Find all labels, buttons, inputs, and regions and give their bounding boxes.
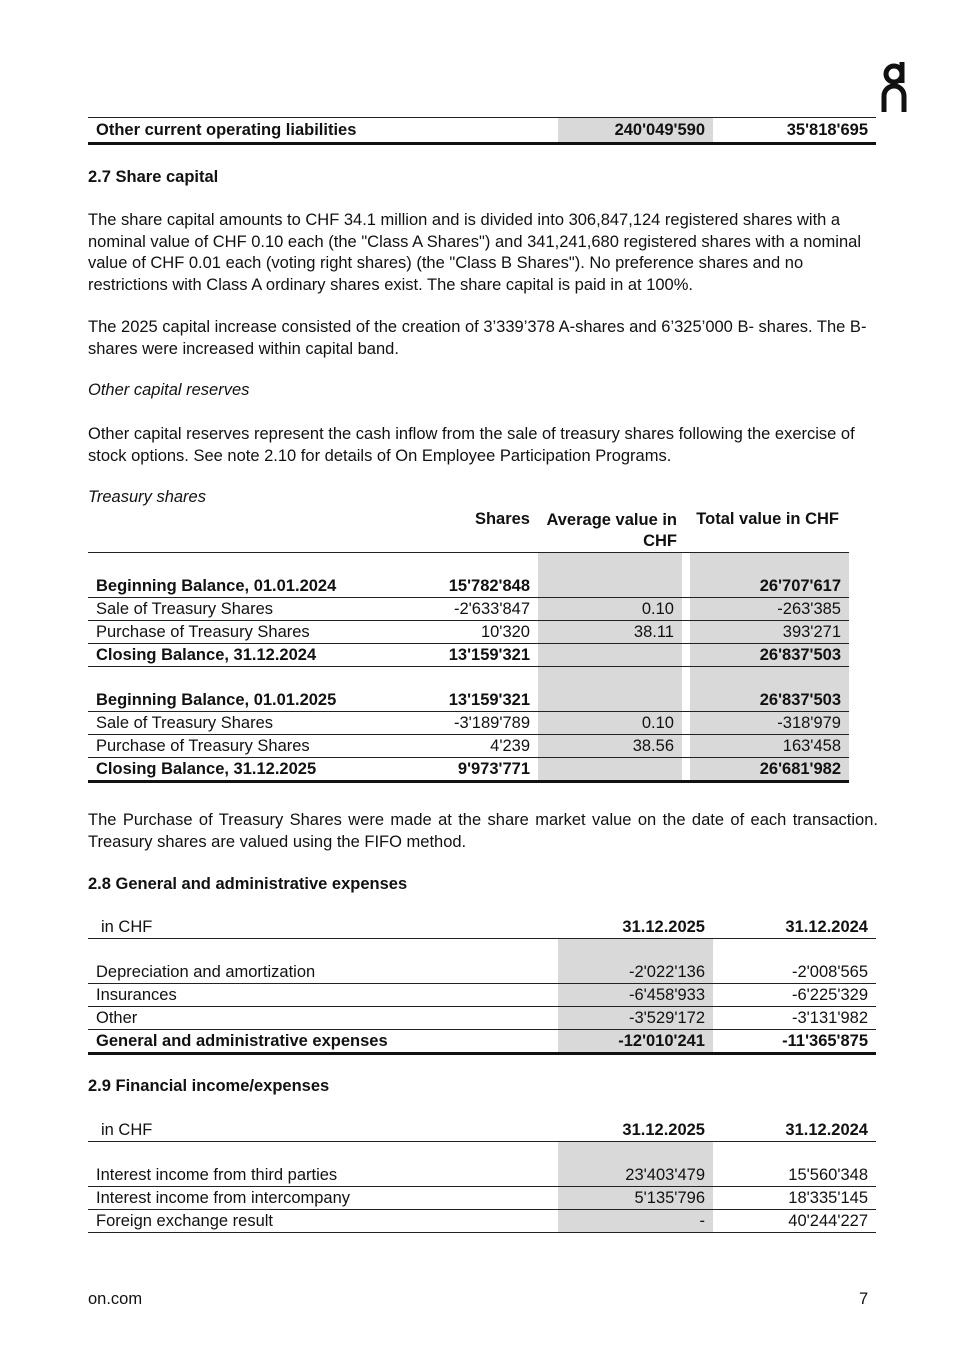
treasury-note-paragraph: The Purchase of Treasury Shares were made at the share market value on the date of each transaction. Treasury shares are valued using the FIFO method. — [88, 811, 878, 851]
other-capital-reserves-heading: Other capital reserves — [88, 381, 250, 399]
section-heading-share-capital: 2.7 Share capital — [88, 168, 219, 186]
table-row: Interest income from intercompany 5'135'796 18'335'145 — [88, 1187, 876, 1210]
value-2024: 35'818'695 — [713, 118, 876, 144]
table-row: Sale of Treasury Shares -2'633'847 0.10 -263'385 — [88, 598, 849, 621]
table-row: Interest income from third parties 23'403'479 15'560'348 — [88, 1164, 876, 1187]
table-row: Depreciation and amortization -2'022'136 -2'008'565 — [88, 961, 876, 984]
section-heading-ga: 2.8 General and administrative expenses — [88, 875, 408, 893]
table-row: Closing Balance, 31.12.2024 13'159'321 26'837'503 — [88, 644, 849, 667]
financial-income-table — [88, 1119, 876, 1233]
col-total-value: Total value in CHF — [696, 510, 839, 528]
treasury-shares-heading: Treasury shares — [88, 488, 206, 506]
table-row: Other -3'529'172 -3'131'982 — [88, 1007, 876, 1030]
table-row: Insurances -6'458'933 -6'225'329 — [88, 984, 876, 1007]
row-label: Other current operating liabilities — [88, 118, 558, 144]
capital-increase-paragraph: The 2025 capital increase consisted of the creation of 3’339’378 A-shares and 6’325’000 B- shares. The B-shares were increased within capital band. — [88, 318, 867, 358]
table-row — [88, 118, 876, 144]
share-capital-paragraph: The share capital amounts to CHF 34.1 million and is divided into 306,847,124 registered shares with a nominal value of CHF 0.10 each (the "Class A Shares") and 341,241,680 registered shares with a nominal value of CHF 0.01 each (voting right shares) (the "Class B Shares"). No preference shares and no restrictions with Class A ordinary shares exist. The share capital is paid in at 100%. — [88, 211, 861, 294]
page-number: 7 — [859, 1290, 869, 1308]
table-row: Closing Balance, 31.12.2025 9'973'771 26'681'982 — [88, 758, 849, 782]
top-liabilities-table — [88, 117, 876, 145]
table-row: Foreign exchange result - 40'244'227 — [88, 1210, 876, 1233]
table-header-row: in CHF 31.12.2025 31.12.2024 — [88, 1119, 876, 1142]
table-row: Beginning Balance, 01.01.2025 13'159'321 26'837'503 — [88, 689, 849, 712]
table-row: General and administrative expenses -12'010'241 -11'365'875 — [88, 1030, 876, 1054]
table-row: Purchase of Treasury Shares 10'320 38.11 393'271 — [88, 621, 849, 644]
table-row: Sale of Treasury Shares -3'189'789 0.10 -318'979 — [88, 712, 849, 735]
footer-site: on.com — [88, 1290, 143, 1308]
ga-expenses-table — [88, 916, 876, 1055]
value-2025: 240'049'590 — [558, 118, 713, 144]
table-row: Purchase of Treasury Shares 4'239 38.56 163'458 — [88, 735, 849, 758]
table-row: Beginning Balance, 01.01.2024 15'782'848 26'707'617 — [88, 575, 849, 598]
col-shares: Shares — [474, 510, 530, 528]
col-average-value: Average value in CHF — [546, 511, 677, 550]
treasury-shares-table — [88, 552, 849, 783]
on-logo-icon — [880, 58, 910, 114]
other-capital-reserves-paragraph: Other capital reserves represent the cash inflow from the sale of treasury shares following the exercise of stock options. See note 2.10 for details of On Employee Participation Programs. — [88, 425, 855, 465]
section-heading-financial: 2.9 Financial income/expenses — [88, 1077, 330, 1095]
table-header-row: in CHF 31.12.2025 31.12.2024 — [88, 916, 876, 939]
